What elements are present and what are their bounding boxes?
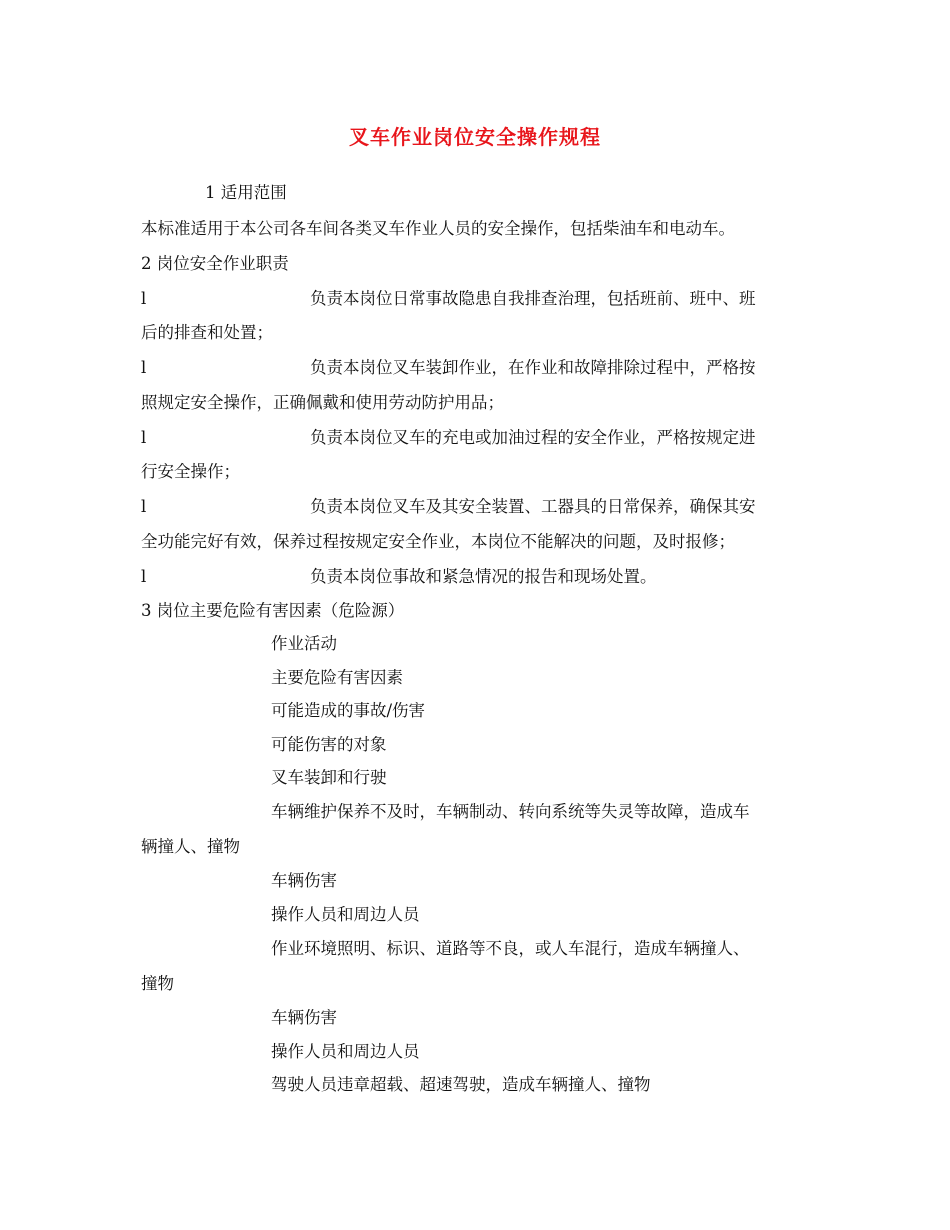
hazard-activity: 叉车装卸和行驶: [271, 768, 387, 787]
duty-text-continued: 行安全操作；: [141, 462, 240, 481]
duty-bullet: l: [141, 289, 147, 308]
duty-text: 负责本岗位叉车及其安全装置、工器具的日常保养，确保其安: [310, 497, 756, 516]
hazard-factor: 车辆维护保养不及时，车辆制动、转向系统等失灵等故障，造成车: [271, 802, 750, 821]
hazard-column-accident: 可能造成的事故/伤害: [271, 701, 426, 720]
duty-text: 负责本岗位叉车装卸作业，在作业和故障排除过程中，严格按: [310, 358, 756, 377]
duty-text: 负责本岗位日常事故隐患自我排查治理，包括班前、班中、班: [310, 289, 756, 308]
duty-bullet: l: [141, 497, 147, 516]
duty-text-continued: 全功能完好有效，保养过程按规定安全作业，本岗位不能解决的问题，及时报修；: [141, 532, 735, 551]
hazard-factor-continued: 辆撞人、撞物: [141, 837, 240, 856]
hazard-target: 操作人员和周边人员: [271, 1042, 420, 1061]
hazard-column-target: 可能伤害的对象: [271, 735, 387, 754]
document-title: 叉车作业岗位安全操作规程: [349, 125, 601, 149]
duty-text-continued: 照规定安全操作，正确佩戴和使用劳动防护用品；: [141, 393, 504, 412]
hazard-harm: 车辆伤害: [271, 1008, 337, 1027]
section-2-heading: 2 岗位安全作业职责: [141, 254, 289, 273]
duty-text-continued: 后的排查和处置；: [141, 323, 273, 342]
hazard-harm: 车辆伤害: [271, 871, 337, 890]
duty-bullet: l: [141, 567, 147, 586]
hazard-target: 操作人员和周边人员: [271, 905, 420, 924]
hazard-column-activity: 作业活动: [271, 634, 337, 653]
hazard-factor: 作业环境照明、标识、道路等不良，或人车混行，造成车辆撞人、: [271, 939, 750, 958]
section-1-heading: 1 适用范围: [205, 183, 287, 202]
duty-bullet: l: [141, 428, 147, 447]
hazard-factor: 驾驶人员违章超载、超速驾驶，造成车辆撞人、撞物: [271, 1075, 651, 1094]
duty-text: 负责本岗位叉车的充电或加油过程的安全作业，严格按规定进: [310, 428, 756, 447]
section-1-body: 本标准适用于本公司各车间各类叉车作业人员的安全操作，包括柴油车和电动车。: [141, 219, 735, 238]
hazard-factor-continued: 撞物: [141, 974, 174, 993]
duty-bullet: l: [141, 358, 147, 377]
section-3-heading: 3 岗位主要危险有害因素（危险源）: [141, 601, 405, 620]
duty-text: 负责本岗位事故和紧急情况的报告和现场处置。: [310, 567, 657, 586]
hazard-column-factor: 主要危险有害因素: [271, 668, 403, 687]
